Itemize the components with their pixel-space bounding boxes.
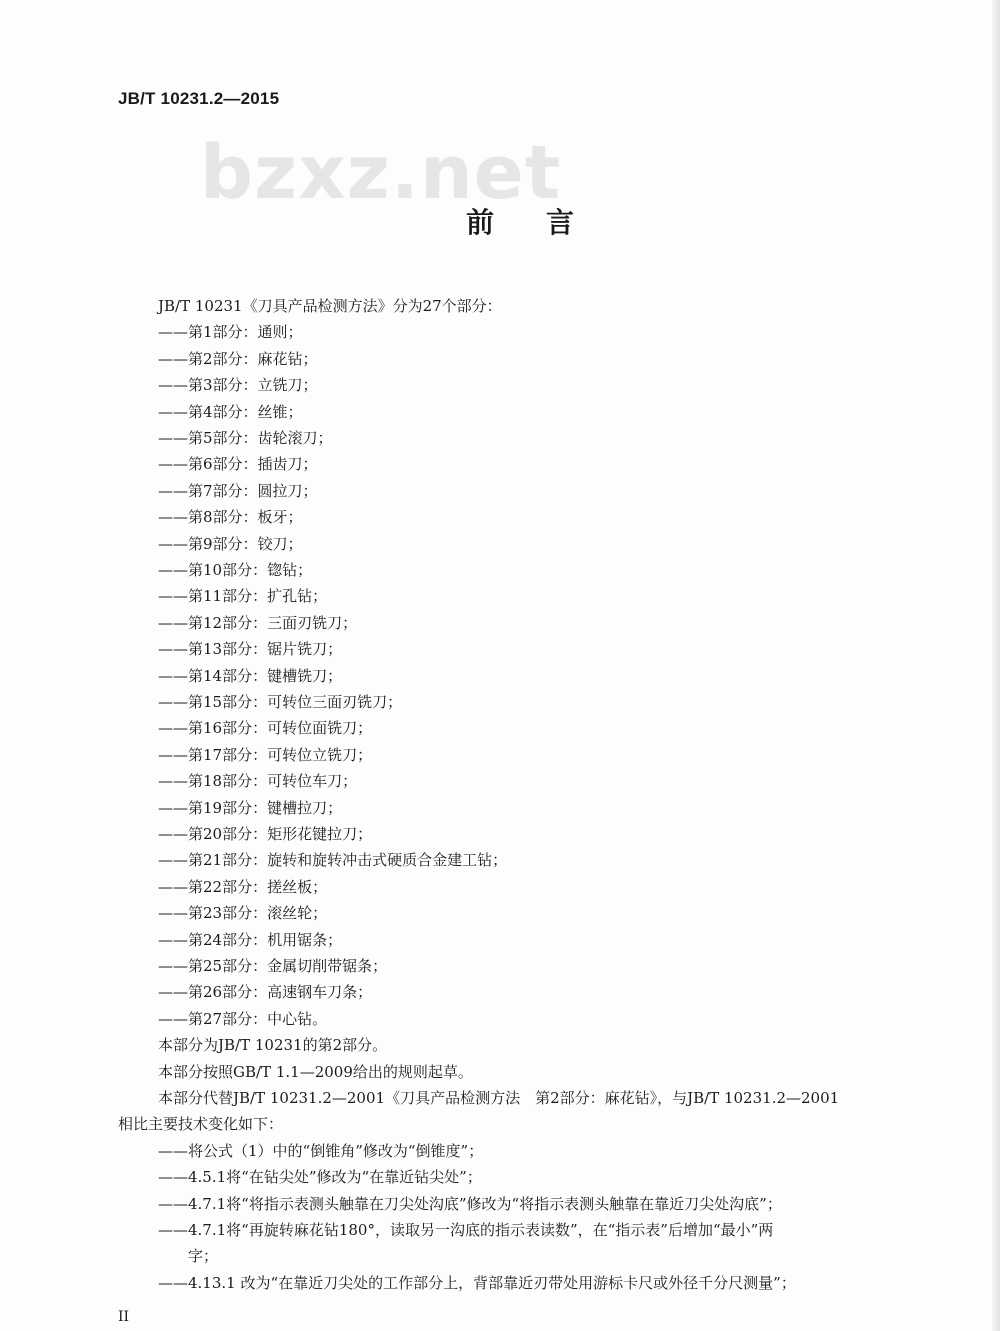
- list-item: ——第4部分：丝锥；: [158, 402, 303, 421]
- list-item: ——第5部分：齿轮滚刀；: [158, 429, 333, 447]
- list-item: ——第19部分：键槽拉刀；: [158, 798, 343, 817]
- list-item: ——第9部分：铰刀；: [158, 534, 303, 553]
- list-item: ——第15部分：可转位三面刃铣刀；: [158, 693, 403, 711]
- list-item: ——第8部分：板牙；: [158, 508, 303, 527]
- watermark: bzxz.net: [200, 130, 562, 216]
- list-item: ——第12部分：三面刃铣刀；: [158, 613, 358, 632]
- list-item: ——第27部分：中心钻。: [158, 1009, 328, 1028]
- list-item: ——第16部分：可转位面铣刀；: [158, 719, 373, 738]
- paragraph: 本部分代替JB/T 10231.2—2001《刀具产品检测方法 第2部分：麻花钻》，与JB/T 10231.2—2001: [158, 1089, 840, 1107]
- change-item: ——4.13.1 改为“在靠近刀尖处的工作部分上，背部靠近刃带处用游标卡尺或外径千分尺测量”；: [158, 1273, 796, 1292]
- change-item: ——4.7.1将“将指示表测头触靠在刀尖处沟底”修改为“将指示表测头触靠在靠近刀尖处沟底”；: [158, 1194, 782, 1213]
- paragraph: 本部分为JB/T 10231的第2部分。: [158, 1036, 388, 1055]
- list-item: ——第10部分：锪钻；: [158, 561, 313, 579]
- list-item: ——第22部分：搓丝板；: [158, 877, 328, 896]
- page-title: 前言: [466, 206, 627, 239]
- standard-code: JB/T 10231.2—2015: [118, 89, 280, 108]
- change-item-continuation: 字；: [188, 1247, 219, 1266]
- list-item: ——第7部分：圆拉刀；: [158, 481, 318, 500]
- list-item: ——第6部分：插齿刀；: [158, 455, 318, 474]
- list-item: ——第23部分：滚丝轮；: [158, 904, 328, 923]
- list-item: ——第17部分：可转位立铣刀；: [158, 745, 373, 764]
- paragraph: 相比主要技术变化如下：: [118, 1115, 284, 1134]
- list-item: ——第14部分：键槽铣刀；: [158, 666, 343, 685]
- list-item: ——第20部分：矩形花键拉刀；: [158, 825, 373, 843]
- list-item: ——第18部分：可转位车刀；: [158, 772, 358, 791]
- list-item: ——第24部分：机用锯条；: [158, 930, 343, 949]
- page-edge-shadow: [992, 0, 1000, 1331]
- list-item: ——第11部分：扩孔钻；: [158, 587, 328, 606]
- change-item: ——4.7.1将“再旋转麻花钻180°，读取另一沟底的指示表读数”，在“指示表”后增加“最小”两: [158, 1221, 774, 1239]
- list-item: ——第1部分：通则；: [158, 323, 303, 342]
- list-item: ——第2部分：麻花钻；: [158, 349, 318, 368]
- list-item: ——第3部分：立铣刀；: [158, 376, 318, 395]
- list-item: ——第25部分：金属切削带锯条；: [158, 957, 388, 975]
- list-item: ——第26部分：高速钢车刀条；: [158, 983, 373, 1002]
- change-item: ——将公式（1）中的“倒锥角”修改为“倒锥度”；: [158, 1141, 484, 1160]
- page-number: II: [118, 1309, 130, 1325]
- change-item: ——4.5.1将“在钻尖处”修改为“在靠近钻尖处”；: [158, 1168, 482, 1187]
- list-item: ——第13部分：锯片铣刀；: [158, 640, 343, 659]
- paragraph: 本部分按照GB/T 1.1—2009给出的规则起草。: [158, 1062, 473, 1081]
- list-item: ——第21部分：旋转和旋转冲击式硬质合金建工钻；: [158, 851, 508, 870]
- intro-line: JB/T 10231《刀具产品检测方法》分为27个部分：: [158, 297, 502, 315]
